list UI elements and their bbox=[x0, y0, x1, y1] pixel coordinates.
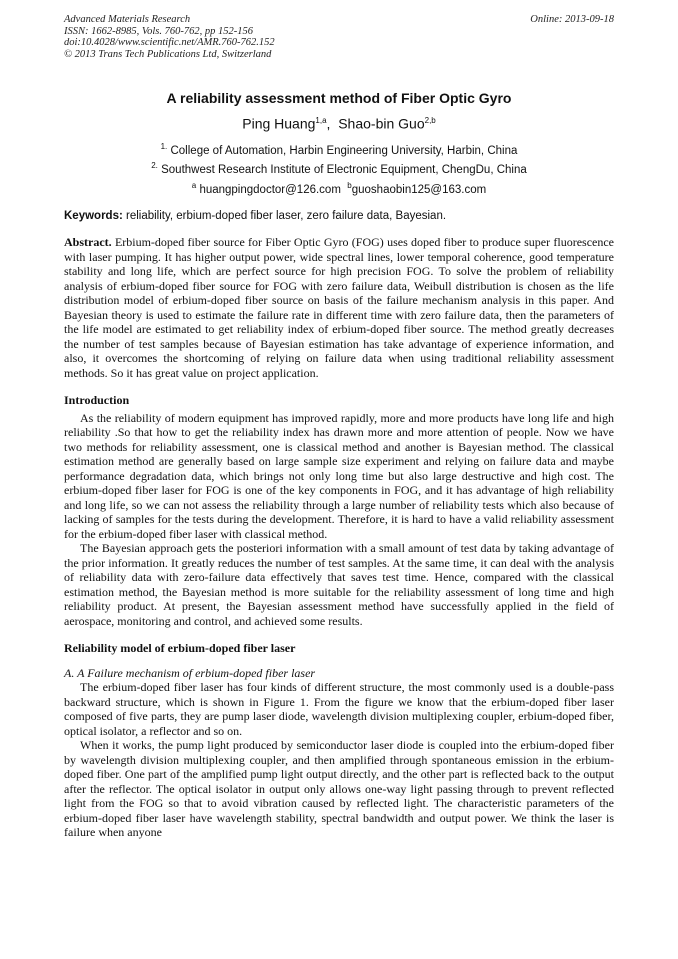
email-b: guoshaobin125@163.com bbox=[351, 184, 487, 197]
author-line: Ping Huang$^{1,a}$, Shao-bin Guo$^{2,b}$ bbox=[242, 115, 436, 132]
reliability-paragraph-2: When it works, the pump light produced by semiconductor laser diode is coupled into the erbium-doped fiber by wavelength division multiplexing coupler, and then amplified through spontaneous emission in the erbium-doped fiber. One part of the amplified pump light output directly, and the other part is reflected back to the output after the reflector. The optical isolator in output only allows one-way light passing through to prevent reflected light from the FOG so that to avoid vibration caused by reflected light. The characteristic parameters of the erbium-doped fiber laser have wavelength stability, spectral bandwidth and output power. We think the laser is failure when anyone bbox=[64, 738, 614, 840]
author-2: Shao-bin Guo bbox=[338, 115, 425, 132]
author-1: Ping Huang bbox=[242, 115, 316, 132]
author-2-sup: 2,b bbox=[424, 116, 436, 125]
reliability-model-body bbox=[64, 680, 614, 840]
issn-line: ISSN: 1662-8985, Vols. 760-762, pp 152-156 bbox=[64, 25, 253, 37]
keywords-label: Keywords: bbox=[64, 210, 123, 223]
paper-page bbox=[64, 14, 614, 840]
paper-title: A reliability assessment method of Fiber Optic Gyro bbox=[166, 90, 512, 106]
journal-name: Advanced Materials Research bbox=[64, 14, 191, 25]
email-a: huangpingdoctor@126.com bbox=[199, 184, 341, 197]
introduction-heading: Introduction bbox=[64, 393, 130, 408]
email-line: $^a$ huangpingdoctor@126.com $^b$guoshaobin125@163.com bbox=[191, 181, 487, 197]
introduction-paragraph-1: As the reliability of modern equipment has improved rapidly, more and more products have long life and high reliability .So that how to get the reliability index has drawn more and more attention of people. Now we have two methods for reliability assessment, one is classical method and another is Bayesian method. The classical estimation method are generally based on large sample size experiment and relying on failure data and maybe performance degradation data, which brings not only long time but also large destructive and high cost. The erbium-doped fiber laser for FOG is one of the key components in FOG, and it has advantage of high reliability and long life, so we can not assess the reliability through a large number of reliability tests which also because of lacking of samples for the tests during the development. Therefore, it is hard to have a valid reliability assessment for the erbium-doped fiber laser with classical method. bbox=[64, 410, 614, 541]
reliability-paragraph-1: The erbium-doped fiber laser has four kinds of different structure, the most commonly used is a double-pass backward structure, which is shown in Figure 1. From the figure we know that the erbium-doped fiber laser composed of five parts, they are pump laser diode, wavelength division multiplexing coupler, erbium-doped fiber, optical isolator, a reflector and so on. bbox=[64, 680, 614, 738]
reliability-model-heading: Reliability model of erbium-doped fiber laser bbox=[64, 641, 296, 656]
doi-line: doi:10.4028/www.scientific.net/AMR.760-762.152 bbox=[64, 37, 275, 48]
failure-mechanism-subheading: A. A Failure mechanism of erbium-doped fiber laser bbox=[64, 665, 316, 680]
keywords bbox=[64, 209, 614, 224]
abstract-label: Abstract. bbox=[64, 235, 112, 250]
introduction-paragraph-2: The Bayesian approach gets the posteriori information with a small amount of test data by taking advantage of the prior information. It greatly reduces the number of test samples. At the same time, it can deal with the analysis of reliability data with zero-failure data effectively that saves test time. Hence, compared with the classical estimation method, the Bayesian method is more suitable for the reliability assessment of long time and high reliability product. At present, the Bayesian assessment method have successfully applied in the field of aerospace, monitoring and control, and achieved some results. bbox=[64, 541, 614, 628]
abstract-text: Erbium-doped fiber source for Fiber Optic Gyro (FOG) uses doped fiber to produce super fluorescence with laser pumping. It has higher output power, wide spectral lines, lower temporal coherence, good temperature stability and long life, which are perfect source for high precision FOG. To solve the problem of reliability analysis of erbium-doped fiber source for FOG with zero failure data, Weibull distribution is chosen as the life distribution model of erbium-doped fiber source on basis of the failure mechanism analysis in this paper. And Bayesian theory is used to estimate the failure rate in different time with zero failure data, then the parameters of the life model are estimated to get reliability index of erbium-doped fiber source. The method greatly decreases the number of test samples because of Bayesian estimation has take advantage of experience information, and also, it overcomes the shortcoming of relying on failure data when using traditional reliability assessment methods. So it has great value on project application. bbox=[64, 235, 614, 380]
affiliations bbox=[64, 139, 614, 198]
online-date: Online: 2013-09-18 bbox=[530, 14, 614, 25]
author-1-sup: 1,a bbox=[315, 116, 327, 125]
copyright-line: © 2013 Trans Tech Publications Ltd, Switzerland bbox=[64, 48, 272, 60]
affiliation-2: $^{2.}$ Southwest Research Institute of Electronic Equipment, ChengDu, China bbox=[151, 161, 527, 177]
publication-header bbox=[64, 14, 614, 60]
introduction-body bbox=[64, 411, 614, 629]
affiliation-1: $^{1.}$ College of Automation, Harbin Engineering University, Harbin, China bbox=[160, 141, 518, 157]
keywords-text: reliability, erbium-doped fiber laser, zero failure data, Bayesian. bbox=[126, 210, 447, 223]
abstract bbox=[64, 235, 614, 380]
